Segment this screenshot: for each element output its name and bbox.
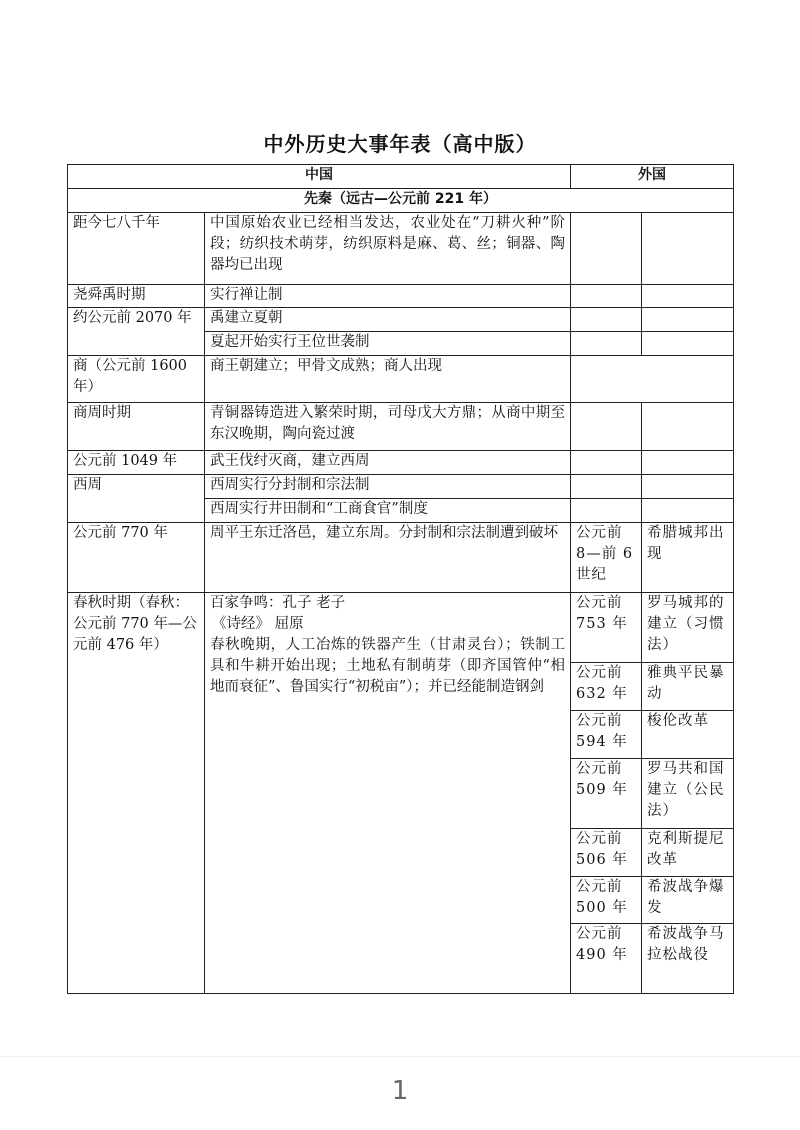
foreign-event: 罗马共和国建立（公民法）	[642, 759, 734, 829]
foreign-event-empty	[642, 499, 734, 523]
china-event-line: 《诗经》 屈原	[212, 616, 304, 632]
china-event-line: 春秋晚期，人工冶炼的铁器产生（甘肃灵台）；铁制工具和牛耕开始出现；土地私有制萌芽（即齐国管仲“相地而衰征”、鲁国实行“初税亩”）；并已经能制造钢剑	[210, 637, 565, 695]
page-footer-divider	[0, 1056, 800, 1057]
china-date: 春秋时期（春秋：公元前 770 年—公元前 476 年）	[68, 593, 205, 994]
foreign-date: 公元前 500 年	[571, 877, 642, 924]
foreign-event: 克利斯提尼改革	[642, 829, 734, 877]
china-date: 公元前 1049 年	[68, 451, 205, 475]
china-event: 禹建立夏朝	[205, 308, 571, 332]
china-event: 青铜器铸造进入繁荣时期，司母戊大方鼎；从商中期至东汉晚期，陶向瓷过渡	[205, 403, 571, 451]
foreign-event: 希波战争爆发	[642, 877, 734, 924]
history-timeline-table	[67, 164, 734, 994]
foreign-event-empty	[642, 308, 734, 332]
china-event-multiline	[205, 593, 571, 994]
foreign-date-empty	[571, 403, 642, 451]
china-date: 约公元前 2070 年	[68, 308, 205, 356]
foreign-date: 公元前 632 年	[571, 663, 642, 711]
foreign-date: 公元前 594 年	[571, 711, 642, 759]
section-heading: 先秦（远古—公元前 221 年）	[68, 189, 734, 213]
foreign-date-empty	[571, 332, 642, 356]
foreign-event-empty	[642, 451, 734, 475]
china-event: 中国原始农业已经相当发达，农业处在“刀耕火种”阶段；纺织技术萌芽，纺织原料是麻、葛、丝；铜器、陶器均已出现	[205, 213, 571, 285]
foreign-event: 希波战争马拉松战役	[642, 924, 734, 994]
foreign-event-empty	[642, 285, 734, 308]
foreign-event-empty	[642, 403, 734, 451]
foreign-event: 梭伦改革	[642, 711, 734, 759]
china-date: 商（公元前 1600 年）	[68, 356, 205, 403]
page-title: 中外历史大事年表（高中版）	[263, 132, 537, 156]
china-event: 实行禅让制	[205, 285, 571, 308]
foreign-date: 公元前 509 年	[571, 759, 642, 829]
foreign-date-empty	[571, 285, 642, 308]
foreign-event-empty	[642, 332, 734, 356]
china-event: 西周实行分封制和宗法制	[205, 475, 571, 499]
foreign-date-empty	[571, 451, 642, 475]
china-event: 武王伐纣灭商，建立西周	[205, 451, 571, 475]
foreign-event: 罗马城邦的建立（习惯法）	[642, 593, 734, 663]
china-date: 尧舜禹时期	[68, 285, 205, 308]
china-event: 夏起开始实行王位世袭制	[205, 332, 571, 356]
foreign-date-empty	[571, 475, 642, 499]
china-event-line: 百家争鸣：孔子 老子	[210, 595, 346, 611]
foreign-event: 希腊城邦出现	[642, 523, 734, 593]
china-date: 距今七八千年	[68, 213, 205, 285]
foreign-date: 公元前 490 年	[571, 924, 642, 994]
china-date: 商周时期	[68, 403, 205, 451]
china-date: 西周	[68, 475, 205, 523]
foreign-date-empty	[571, 213, 642, 285]
foreign-event: 雅典平民暴动	[642, 663, 734, 711]
china-date: 公元前 770 年	[68, 523, 205, 593]
china-event: 周平王东迁洛邑，建立东周。分封制和宗法制遭到破坏	[205, 523, 571, 593]
foreign-date-empty	[571, 308, 642, 332]
foreign-date-empty	[571, 499, 642, 523]
foreign-date: 公元前 8—前 6 世纪	[571, 523, 642, 593]
china-event: 商王朝建立；甲骨文成熟；商人出现	[205, 356, 571, 403]
foreign-empty	[571, 356, 734, 403]
foreign-event-empty	[642, 475, 734, 499]
header-foreign: 外国	[571, 165, 734, 189]
page-number: 1	[391, 1076, 409, 1106]
foreign-event-empty	[642, 213, 734, 285]
foreign-date: 公元前 506 年	[571, 829, 642, 877]
header-china: 中国	[68, 165, 571, 189]
china-event: 西周实行井田制和“工商食官”制度	[205, 499, 571, 523]
foreign-date: 公元前 753 年	[571, 593, 642, 663]
